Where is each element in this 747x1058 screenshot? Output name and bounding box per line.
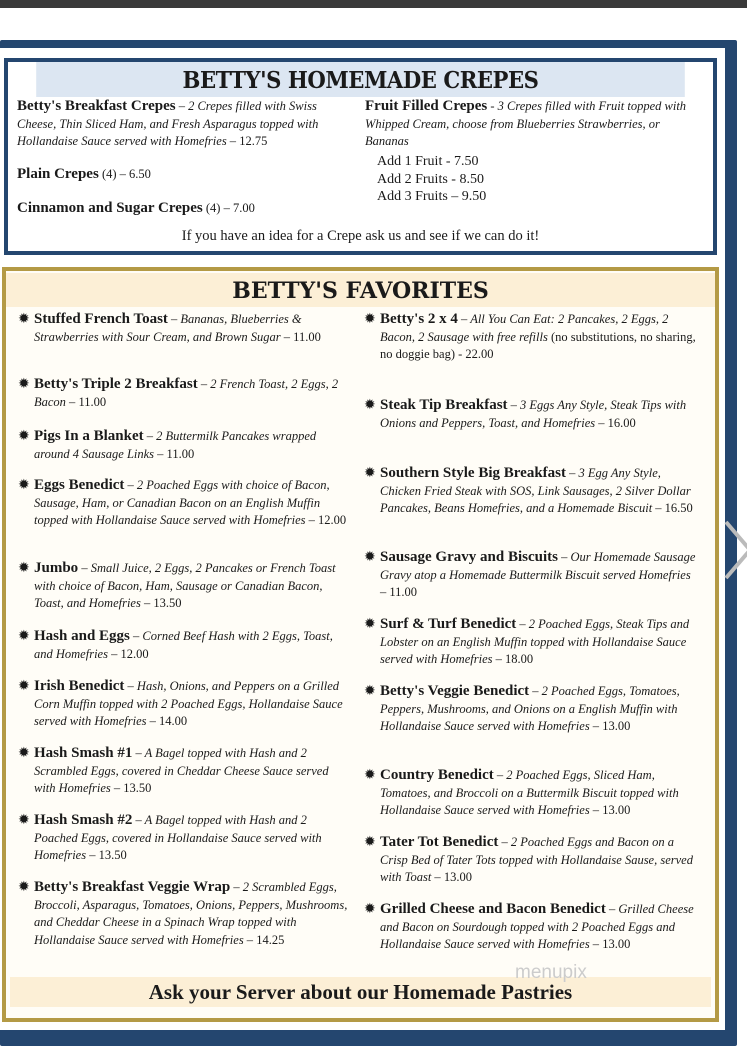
item-name: Hash Smash #1 <box>34 745 133 761</box>
item-price: 22.00 <box>465 347 494 361</box>
item-price: 13.00 <box>443 870 472 884</box>
favorites-title: BETTY'S FAVORITES <box>6 273 715 307</box>
crepes-section <box>4 58 717 255</box>
star-bullet-icon: ✹ <box>364 312 376 327</box>
item-price: 12.00 <box>318 513 347 527</box>
menu-item: Betty's Breakfast Crepes – 2 Crepes filled with Swiss Cheese, Thin Sliced Ham, and Fresh Asparagus topped with Hollandaise Sauce served with Homefries – 12.75 <box>17 98 319 148</box>
item-price: 13.50 <box>98 848 127 862</box>
item-name: Betty's Breakfast Veggie Wrap <box>34 879 231 895</box>
star-bullet-icon: ✹ <box>364 550 376 565</box>
chevron-right-icon[interactable] <box>724 520 747 580</box>
item-desc: – Grilled Cheese and Bacon on Sourdough topped with 2 Poached Eggs and Hollandaise Sauce served with Homefries – <box>380 902 694 951</box>
item-desc: – Our Homemade Sausage Gravy atop a Homemade Buttermilk Biscuit served Homefries – <box>380 550 696 599</box>
item-desc: – 2 Poached Eggs and Bacon on a Crisp Bed of Tater Tots topped with Hollandaise Sause, served with Toast – <box>380 835 693 884</box>
item-name: Irish Benedict <box>34 678 125 694</box>
item-desc: – Hash, Onions, and Peppers on a Grilled Corn Muffin topped with 2 Poached Eggs, Hollandaise Sauce served with Homefries – <box>34 679 343 728</box>
star-bullet-icon: ✹ <box>18 377 30 392</box>
menu-item <box>18 745 353 798</box>
menu-item <box>18 376 353 411</box>
item-desc: – Corned Beef Hash with 2 Eggs, Toast, and Homefries – <box>34 629 333 661</box>
star-bullet-icon: ✹ <box>18 312 30 327</box>
menu-item <box>18 477 353 530</box>
star-bullet-icon: ✹ <box>364 466 376 481</box>
item-desc: – 2 Poached Eggs, Sliced Ham, Tomatoes, and Broccoli on a Buttermilk Biscuit topped with Hollandaise Sauce served with Homefries – <box>380 768 679 817</box>
star-bullet-icon: ✹ <box>364 617 376 632</box>
menu-item <box>364 901 699 954</box>
item-name: Jumbo <box>34 560 79 576</box>
item-desc: – 2 Poached Eggs, Tomatoes, Peppers, Mushrooms, and Onions on a English Muffin with Hollandaise Sauce served with Homefries – <box>380 684 680 733</box>
star-bullet-icon: ✹ <box>18 746 30 761</box>
item-price: 11.00 <box>78 394 107 409</box>
pastries-footer: Ask your Server about our Homemade Pastries <box>10 977 711 1007</box>
item-desc: – 2 French Toast, 2 Eggs, 2 Bacon – <box>34 377 339 409</box>
star-bullet-icon: ✹ <box>18 813 30 828</box>
item-desc: – 3 Eggs Any Style, Steak Tips with Onions and Peppers, Toast, and Homefries – <box>380 398 687 430</box>
star-bullet-icon: ✹ <box>364 768 376 783</box>
item-name: Grilled Cheese and Bacon Benedict <box>380 901 606 917</box>
item-name: Betty's 2 x 4 <box>380 311 458 327</box>
star-bullet-icon: ✹ <box>364 398 376 413</box>
star-bullet-icon: ✹ <box>18 679 30 694</box>
star-bullet-icon: ✹ <box>18 429 30 444</box>
item-price: 18.00 <box>504 652 534 666</box>
add-option: Add 3 Fruits – 9.50 <box>377 189 487 204</box>
menu-item <box>18 812 353 865</box>
item-desc: – Bananas, Blueberries & Strawberries with Sour Cream, and Brown Sugar – <box>34 312 302 344</box>
menu-item <box>364 397 699 432</box>
menu-item <box>364 834 699 887</box>
menu-item <box>18 428 353 463</box>
item-name: Stuffed French Toast <box>34 311 168 327</box>
item-name: Surf & Turf Benedict <box>380 616 517 632</box>
item-desc: – Small Juice, 2 Eggs, 2 Pancakes or French Toast with choice of Bacon, Ham, Sausage or Canadian Bacon, Toast, and Homefries – <box>34 561 336 610</box>
item-name: Southern Style Big Breakfast <box>380 465 566 481</box>
menu-item: Fruit Filled Crepes - 3 Crepes filled with Fruit topped with Whipped Cream, choose from Blueberries Strawberries, or Bananas <box>365 98 687 148</box>
menu-item <box>18 628 353 663</box>
crepes-note: If you have an idea for a Crepe ask us and see if we can do it! <box>181 228 540 244</box>
item-name: Country Benedict <box>380 767 494 783</box>
item-price: 13.00 <box>602 937 631 951</box>
item-name: Betty's Veggie Benedict <box>380 683 530 699</box>
star-bullet-icon: ✹ <box>364 684 376 699</box>
item-desc: – 2 Buttermilk Pancakes wrapped around 4 Sausage Links – <box>34 429 317 461</box>
star-bullet-icon: ✹ <box>18 478 30 493</box>
menu-item <box>364 616 699 669</box>
item-price: 12.00 <box>120 646 149 661</box>
add-option: Add 1 Fruit - 7.50 <box>377 154 479 169</box>
menu-item: Cinnamon and Sugar Crepes (4) – 7.00 <box>17 200 255 216</box>
item-price: 11.00 <box>389 585 418 599</box>
item-desc: – 3 Egg Any Style, Chicken Fried Steak with SOS, Link Sausages, 2 Silver Dollar Pancakes, Beans Homefries, and a Homemade Biscuit – <box>380 466 691 515</box>
menu-item: Plain Crepes (4) – 6.50 <box>17 166 151 182</box>
item-price: 16.00 <box>607 415 636 430</box>
fruit-add-options <box>377 153 486 206</box>
item-name: Eggs Benedict <box>34 477 125 493</box>
item-extra: (no substitutions, no sharing, no doggie bag) - <box>380 329 696 361</box>
crepes-title: BETTY'S HOMEMADE CREPES <box>36 62 685 97</box>
favorites-section <box>2 267 719 1022</box>
menu-item <box>364 311 699 364</box>
item-price: 13.00 <box>602 803 631 817</box>
star-bullet-icon: ✹ <box>18 561 30 576</box>
item-name: Sausage Gravy and Biscuits <box>380 549 558 565</box>
menu-item <box>18 678 353 731</box>
item-desc: – 2 Scrambled Eggs, Broccoli, Asparagus, Tomatoes, Onions, Peppers, Mushrooms, and Cheddar Cheese in a Spinach Wrap topped with Hollandaise Sauce served with Homefries – <box>34 880 348 947</box>
menu-item <box>364 767 699 820</box>
item-desc: – A Bagel topped with Hash and 2 Scrambled Eggs, covered in Cheddar Cheese Sauce served with Homefries – <box>34 746 329 795</box>
add-option: Add 2 Fruits - 8.50 <box>377 171 484 187</box>
item-price: 14.00 <box>158 714 188 728</box>
menu-item <box>18 879 353 949</box>
menu-item <box>18 311 353 346</box>
item-price: 13.00 <box>602 719 631 733</box>
item-price: 13.50 <box>123 781 152 795</box>
star-bullet-icon: ✹ <box>364 835 376 850</box>
menu-item <box>364 683 699 736</box>
item-name: Hash and Eggs <box>34 628 130 644</box>
item-price: 11.00 <box>166 446 195 461</box>
item-desc: – All You Can Eat: 2 Pancakes, 2 Eggs, 2 Bacon, 2 Sausage with free refills <box>380 312 669 344</box>
item-price: 14.25 <box>256 932 285 947</box>
item-name: Hash Smash #2 <box>34 812 133 828</box>
item-price: 13.50 <box>153 596 182 610</box>
watermark: menupix <box>515 962 587 983</box>
top-bar <box>0 0 747 8</box>
star-bullet-icon: ✹ <box>364 902 376 917</box>
item-name: Tater Tot Benedict <box>380 834 499 850</box>
star-bullet-icon: ✹ <box>18 629 30 644</box>
item-desc: – 2 Poached Eggs with choice of Bacon, Sausage, Ham, or Canadian Bacon on an English Muffin topped with Hollandaise Sauce served with Homefries – <box>34 478 330 527</box>
item-name: Betty's Triple 2 Breakfast <box>34 376 198 392</box>
item-name: Steak Tip Breakfast <box>380 397 508 413</box>
item-price: 11.00 <box>293 329 321 344</box>
item-name: Pigs In a Blanket <box>34 428 144 444</box>
star-bullet-icon: ✹ <box>18 880 30 895</box>
item-desc: – A Bagel topped with Hash and 2 Poached Eggs, covered in Hollandaise Sauce served with Homefries – <box>34 813 322 862</box>
menu-item <box>364 549 699 602</box>
menu-item <box>18 560 353 613</box>
item-price: 16.50 <box>664 501 693 515</box>
item-desc: – 2 Poached Eggs, Steak Tips and Lobster on an English Muffin topped with Hollandaise Sauce served with Homefries – <box>380 617 690 666</box>
menu-item <box>364 465 699 518</box>
